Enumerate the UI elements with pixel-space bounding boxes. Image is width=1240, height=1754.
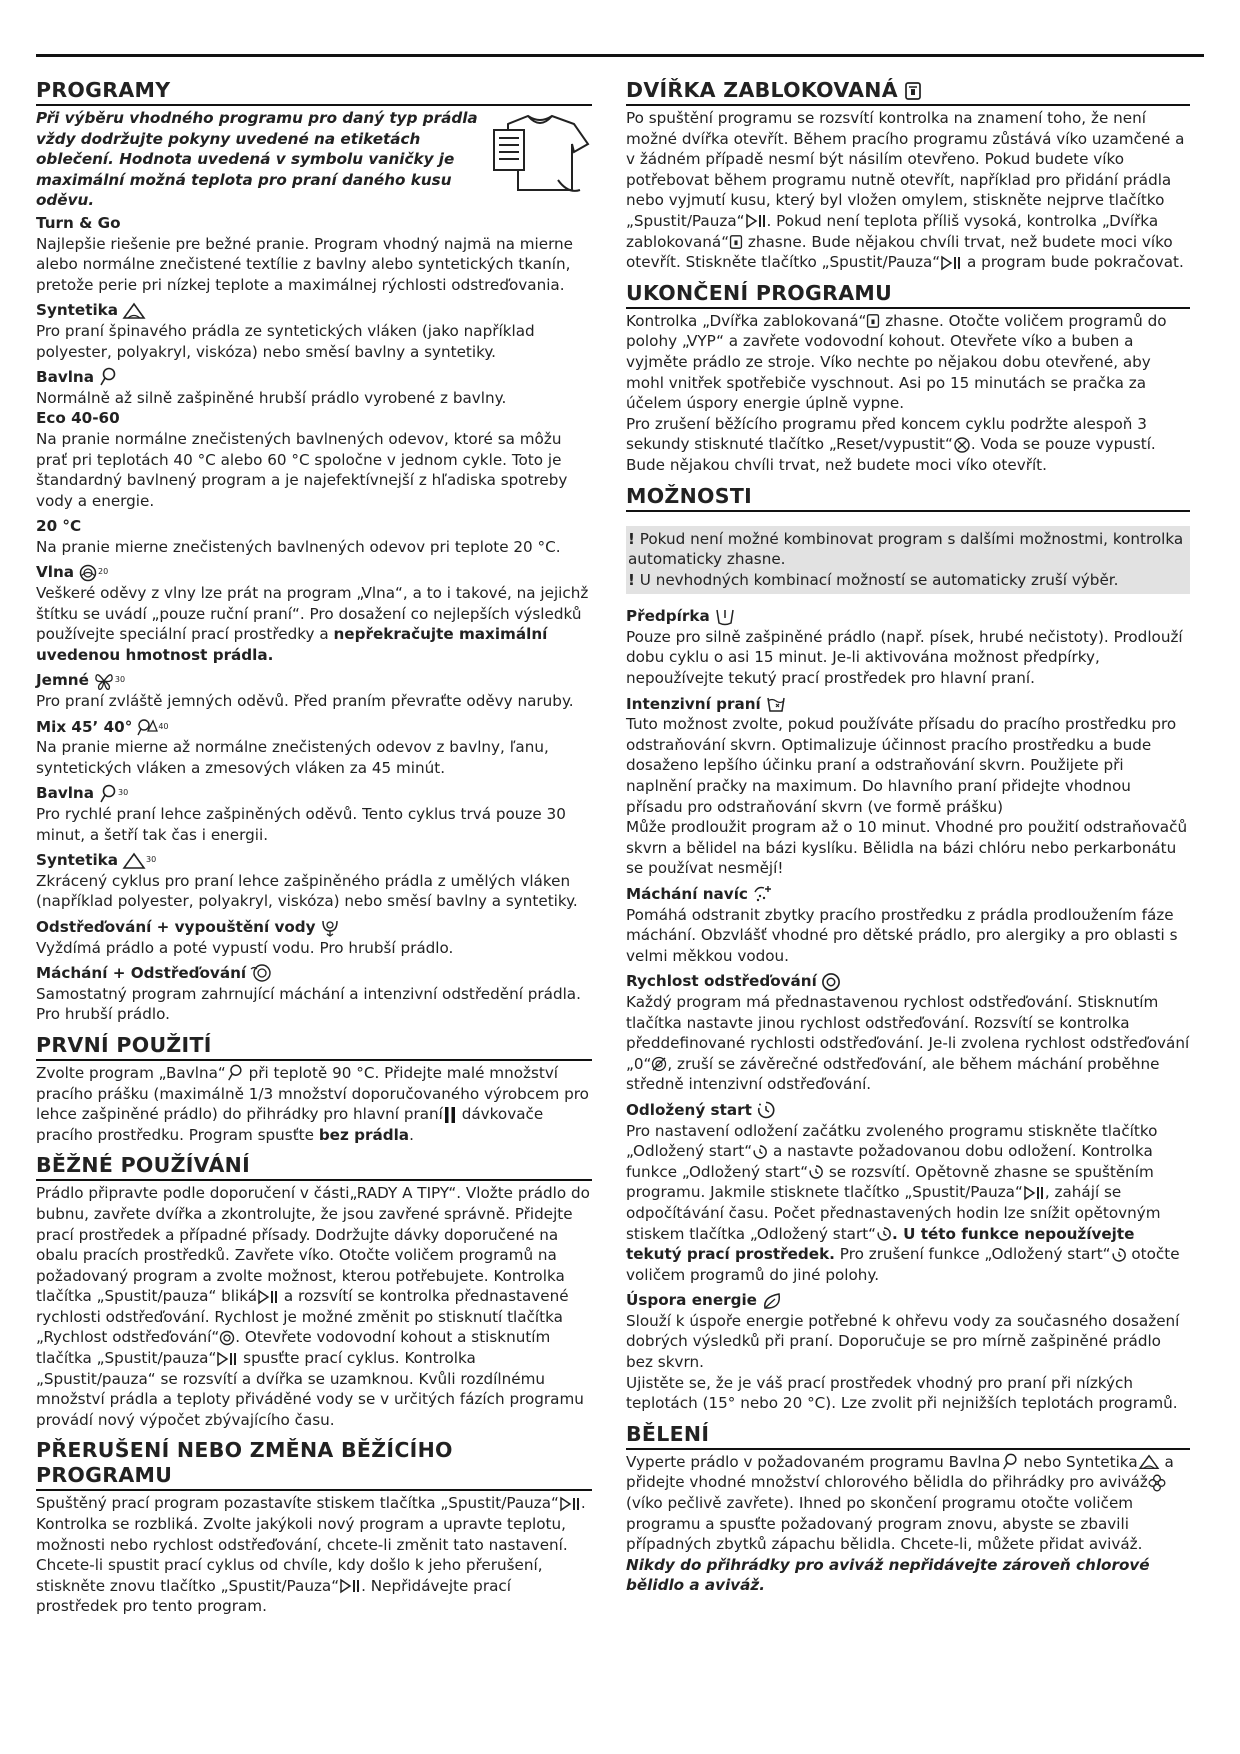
door-lock-icon: [729, 234, 743, 250]
program-jemne-title: [36, 670, 592, 691]
dvirka-text-c: zhasne. Bude nějakou chvíli trvat, než budete moci víko otevřít. Stiskněte tlačítko „Spustit/Pauza“: [626, 232, 1173, 272]
program-bavlna-label: Bavlna: [36, 368, 94, 387]
intensive-wash-icon: [765, 694, 787, 714]
program-syntetika-label: Syntetika: [36, 301, 119, 320]
odlozeny-text-d: , zahájí se odpočítávání času. Počet přednastavených hodin lze snížit opětovným stiskem tlačítka „Odložený start“: [626, 1183, 1161, 1243]
heading-moznosti: MOŽNOSTI: [626, 484, 1190, 512]
note-2-text: U nevhodných kombinací možností se automaticky zruší výběr.: [634, 570, 1119, 589]
beleni-text-b: nebo Syntetika: [1018, 1452, 1138, 1471]
option-machani-text: Pomáhá odstranit zbytky pracího prostředku z prádla prodloužením fáze máchání. Obzvlášť vhodné pro dětské prádlo, pro alergiky a pro oblasti s velmi měkkou vodou.: [626, 905, 1178, 965]
option-uspora-text-2: Ujistěte se, že je váš prací prostředek vhodný pro praní při nízkých teplotách (15° nebo 20 °C). Lze zvolit při nejnižších teplotách programů.: [626, 1373, 1178, 1413]
right-column: [626, 78, 1190, 1596]
note-1-text: Pokud není možné kombinovat program s dalšími možnostmi, kontrolka automaticky zhasne.: [628, 529, 1184, 569]
heading-bezne-pouzivani: BĚŽNÉ POUŽÍVÁNÍ: [36, 1153, 592, 1181]
program-bavlna30-title: [36, 783, 592, 804]
beleni-warning: Nikdy do přihrádky pro aviváž nepřidávejte zároveň chlorové bělidlo a aviváž.: [626, 1555, 1150, 1595]
option-odlozeny-text: [626, 1121, 1190, 1286]
program-odstredovani-text: Vyždímá prádlo a poté vypustí vodu. Pro hrubší prádlo.: [36, 938, 454, 957]
start-pause-icon: [559, 1496, 581, 1512]
start-pause-icon: [216, 1351, 238, 1367]
cotton-icon: [226, 1064, 244, 1082]
program-jemne-text: Pro praní zvláště jemných oděvů. Před praním převraťte oděvy naruby.: [36, 692, 574, 711]
heading-prvni-pouziti: PRVNÍ POUŽITÍ: [36, 1033, 592, 1061]
program-bavlna30-text: Pro rychlé praní lehce zašpiněných oděvů. Tento cyklus trvá pouze 30 minut, a šetří tak čas i energii.: [36, 805, 566, 844]
heading-beleni: BĚLENÍ: [626, 1422, 1190, 1450]
moznosti-note-1: [628, 529, 1186, 570]
program-odstredovani-title: [36, 917, 592, 938]
option-intenzivni-label: Intenzivní praní: [626, 694, 761, 713]
odlozeny-text-bold: . U této funkce nepoužívejte tekutý prací prostředek.: [626, 1224, 1135, 1264]
heading-dvirka-label: DVÍŘKA ZABLOKOVANÁ: [626, 78, 898, 102]
softener-flower-icon: [1148, 1474, 1166, 1492]
program-vlna-title: [36, 562, 592, 583]
delay-start-icon: [876, 1226, 892, 1242]
cotton-icon: [1001, 1453, 1019, 1471]
programy-intro-text: Při výběru vhodného programu pro daný typ prádla vždy dodržujte pokyny uvedené na etiketách oblečení. Hodnota uvedená v symbolu vaničky je maximální možná teplota pro praní daného kusu oděvu.: [36, 109, 478, 210]
option-uspora-text: Slouží k úspoře energie potřebné k ohřevu vody za současného dosažení dobrých výsledků při praní. Doporučuje se pro mírně zašpiněné prádlo bez skvrn.: [626, 1311, 1180, 1372]
program-vlna-text: [36, 583, 592, 665]
start-pause-icon: [1023, 1185, 1045, 1201]
option-rychlost-text: [626, 992, 1190, 1095]
heading-ukonceni: UKONČENÍ PROGRAMU: [626, 281, 1190, 309]
dvirka-text: [626, 108, 1190, 273]
top-rule: [36, 54, 1204, 57]
bezne-pouzivani-text: [36, 1183, 592, 1430]
option-predpirka-title: [626, 606, 1190, 627]
programy-intro: [36, 108, 592, 211]
odlozeny-text-b: a nastavte požadovanou dobu odložení. Kontrolka funkce „Odložený start“: [626, 1142, 1153, 1181]
beleni-text-d: (víko pečlivě zavřete). Ihned po skončení programu otočte voličem programu a spusťte požadovaný program znovu, abyste se zbavili případných zbytků zápachu bělidla. Chcete-li, můžete přidat aviváž.: [626, 1494, 1143, 1554]
cotton-30-icon: [98, 783, 128, 804]
prvni-pouziti-text: [36, 1063, 592, 1145]
program-syntetika30-title: [36, 850, 592, 871]
option-odlozeny-label: Odložený start: [626, 1100, 752, 1119]
program-machani-title: [36, 963, 592, 984]
program-eco-title: Eco 40-60: [36, 409, 120, 428]
option-uspora-title: [626, 1290, 1190, 1311]
program-mix-text: Na pranie mierne až normálne znečistených odevov z bavlny, ľanu, syntetických vláken a zmesových vláken za 45 minút.: [36, 738, 549, 777]
bezne-text-b: a rozsvítí se kontrolka přednastavené rychlosti odstřeďování. Rychlost je možné změnit po stisknutí tlačítka „Rychlost odstřeďování“: [36, 1287, 569, 1347]
option-rychlost-title: [626, 971, 1190, 992]
synthetic-icon: [122, 301, 146, 321]
dvirka-text-b: . Pokud není teplota příliš vysoká, kontrolka „Dvířka zablokovaná“: [626, 211, 1159, 251]
program-machani-text: Samostatný program zahrnující máchání a intenzivní odstředění prádla. Pro hrubší prádlo.: [36, 984, 581, 1024]
program-jemne-label: Jemné: [36, 671, 89, 690]
ukonceni-text-b: zhasne. Otočte voličem programů do polohy „VYP“ a zavřete vodovodní kohout. Otevřete víko a buben a vyjměte prádlo ze stroje. Víko nechte po nějakou dobu otevřené, aby mohl vnitřek spotřebiče vyschnout. Asi po 15 minutách se pračka za účelem úspory energie úplně vypne.: [626, 311, 1167, 413]
spin-speed-icon: [821, 972, 841, 992]
eco-energy-icon: [761, 1291, 783, 1311]
mix-icon-temp: 40: [158, 721, 169, 731]
option-machani-title: [626, 884, 1190, 905]
program-syntetika30-label: Syntetika: [36, 851, 119, 870]
shirt-label-icon: [488, 110, 592, 198]
program-bavlna30-label: Bavlna: [36, 784, 94, 803]
program-mix-title: [36, 717, 592, 738]
option-machani-label: Máchání navíc: [626, 885, 748, 903]
odlozeny-text-c: se rozsvítí. Opětovně zhasne se spuštěním programu. Jakmile stisknete tlačítko „Spustit/Pauza“: [626, 1162, 1154, 1202]
start-pause-icon: [339, 1578, 361, 1594]
door-lock-icon: [866, 313, 880, 329]
prvni-text-a: Zvolte program „Bavlna“: [36, 1063, 226, 1082]
main-wash-compartment-icon: [443, 1105, 457, 1125]
ukonceni-text-2: [626, 414, 1190, 476]
door-lock-icon: [904, 81, 922, 101]
left-column: [36, 78, 592, 1617]
no-spin-icon: [651, 1056, 667, 1072]
odlozeny-text-a: Pro nastavení odložení začátku zvoleného programu stiskněte tlačítko „Odložený start“: [626, 1121, 1158, 1161]
mix-icon: [136, 717, 168, 738]
program-vlna-label: Vlna: [36, 563, 75, 582]
dvirka-text-a: Po spuštění programu se rozsvítí kontrolka na znamení toho, že není možné dvířka otevřít. Během pracího programu zůstává víko uzamčené a v žádném případě nesmí být násilím otevřeno. Pokud budete víko potřebovat během programu nutně otevřít, například pro přidání prádla nebo vyjmutí kusu, který byl vložen omylem, stiskněte nejprve tlačítko „Spustit/Pauza“: [626, 109, 1185, 230]
synthetic-icon: [1138, 1453, 1160, 1471]
ukonceni-text-d: . Voda se pouze vypustí. Bude nějakou chvíli trvat, než budete moci víko otevřít.: [626, 435, 1156, 474]
note-1-mark: !: [628, 529, 635, 548]
program-turn-go-text: Najlepšie riešenie pre bežné pranie. Program vhodný najmä na mierne alebo normálne znečistené textílie z bavlny alebo syntetických tkanín, pretože perie pri nízkej teplote a maximálnej rýchlosti odstreďovania.: [36, 234, 574, 294]
prvni-text-bold: bez prádla: [318, 1125, 410, 1144]
cotton-30-icon-temp: 30: [118, 788, 129, 798]
wool-icon: [78, 562, 108, 583]
ukonceni-text: [626, 311, 1190, 414]
spin-drain-icon: [320, 917, 340, 937]
start-pause-icon: [940, 255, 962, 271]
option-uspora-label: Úspora energie: [626, 1291, 757, 1310]
program-turn-go-title: Turn & Go: [36, 213, 121, 232]
rychlost-text-a: Každý program má přednastavenou rychlost odstřeďování. Stisknutím tlačítka nastavte jinou rychlost odstřeďování. Rozsvítí se kontrolka předdefinované rychlosti odstřeďování. Je-li zvolena rychlost odstřeďování „0“: [626, 992, 1190, 1073]
moznosti-note-box: [626, 526, 1190, 595]
prewash-icon: [714, 607, 736, 627]
cotton-icon: [98, 367, 118, 387]
option-rychlost-label: Rychlost odstřeďování: [626, 972, 817, 991]
program-syntetika-title: [36, 300, 592, 321]
heading-programy: PROGRAMY: [36, 78, 592, 106]
program-eco-text: Na pranie normálne znečistených bavlnených odevov, ktoré sa môžu prať pri teplotách 40 °C alebo 60 °C spoločne v jednom cykle. Toto je štandardný bavlnený program a je najefektívnejší z hľadiska spotreby vody a energie.: [36, 429, 568, 510]
wool-icon-temp: 20: [98, 567, 109, 577]
heading-preruseni: PŘERUŠENÍ NEBO ZMĚNA BĚŽÍCÍHO PROGRAMU: [36, 1438, 592, 1491]
ukonceni-text-a: Kontrolka „Dvířka zablokovaná“: [626, 311, 867, 330]
dvirka-text-d: a program bude pokračovat.: [962, 253, 1184, 272]
option-intenzivni-text-2: Může prodloužit program až o 10 minut. Vhodné pro použití odstraňovačů skvrn a bělidel na bázi kyslíku. Bělidla na bázi chlóru nebo perkarbonátu se používat nesmějí!: [626, 818, 1188, 878]
program-mix-label: Mix 45’ 40°: [36, 717, 133, 736]
beleni-text-a: Vyperte prádlo v požadovaném programu Bavlna: [626, 1452, 1001, 1471]
prvni-text-b: při teplotě 90 °C. Přidejte malé množství pracího prášku (maximálně 1/3 množství doporučovaného výrobcem pro lehce zašpiněné prádlo) do přihrádky pro hlavní praní: [36, 1063, 589, 1124]
program-bavlna-title: [36, 367, 592, 388]
bezne-text-a: Prádlo připravte podle doporučení v části„RADY A TIPY“. Vložte prádlo do bubnu, zavřete dvířka a zkontrolujte, že jsou zavřené správně. Přidejte prací prostředek a případné přísady. Dodržujte dávky doporučené na obalu pracích prostředků. Zavřete víko. Otočte voličem programů na požadovaný program a zvolte možnost, kterou potřebujete. Kontrolka tlačítka „Spustit/pauza“ bliká: [36, 1184, 590, 1306]
rinse-spin-icon: [250, 963, 274, 983]
beleni-text: [626, 1452, 1190, 1596]
heading-dvirka: [626, 78, 1190, 106]
option-predpirka-text: Pouze pro silně zašpiněné prádlo (např. písek, hrubé nečistoty). Prodlouží dobu cyklu o asi 15 minut. Je-li aktivována možnost předpírky, nepoužívejte tekutý prací prostředek pro hlavní praní.: [626, 627, 1183, 688]
synthetic-30-icon-temp: 30: [146, 855, 157, 865]
odlozeny-text-f: otočte voličem programů do jiné polohy.: [626, 1245, 1180, 1284]
delay-start-icon: [808, 1164, 824, 1180]
extra-rinse-icon: [752, 884, 774, 904]
start-pause-icon: [257, 1289, 279, 1305]
prvni-text-c: dávkovače pracího prostředku. Program spusťte: [36, 1105, 544, 1144]
delicate-icon: [93, 670, 125, 691]
program-bavlna-text: Normálně až silně zašpiněné hrubší prádlo vyrobené z bavlny.: [36, 388, 507, 407]
preruseni-text-a: Spuštěný prací program pozastavíte stiskem tlačítka „Spustit/Pauza“: [36, 1494, 559, 1513]
program-vlna-text-end: .: [267, 645, 274, 664]
delay-start-icon: [752, 1144, 768, 1160]
delay-start-icon: [756, 1100, 776, 1120]
spin-speed-icon: [219, 1330, 235, 1346]
note-2-mark: !: [628, 570, 635, 589]
program-machani-label: Máchání + Odstřeďování: [36, 964, 247, 983]
odlozeny-text-e: Pro zrušení funkce „Odložený start“: [834, 1245, 1111, 1264]
bezne-text-d: spusťte prací cyklus. Kontrolka „Spustit/pauza“ se rozsvítí a dvířka se uzamknou. Kvůli rozdílnému množství prádla a teploty přiváděné vody se v určitých fázích programu provádí nový výpočet zbývajícího času.: [36, 1349, 584, 1429]
program-vlna-text-a: Veškeré oděvy z vlny lze prát na program „Vlna“, a to i takové, na jejichž štítku se uvádí „pouze ruční praní“. Pro dosažení co nejlepších výsledků používejte speciální prací prostředky a: [36, 584, 589, 644]
preruseni-text-b: . Kontrolka se rozbliká. Zvolte jakýkoli nový program a upravte teplotu, možnosti nebo rychlost odstřeďování, chcete-li změnit tato nastavení. Chcete-li spustit prací cyklus od chvíle, kdy došlo k jeho přerušení, stiskněte znovu tlačítko „Spustit/Pauza“: [36, 1494, 586, 1595]
program-odstredovani-label: Odstřeďování + vypouštění vody: [36, 917, 316, 936]
program-syntetika30-text: Zkrácený cyklus pro praní lehce zašpiněného prádla z umělých vláken (například polyester, polyakryl, viskóza) nebo směsí bavlny a syntetiky.: [36, 871, 578, 911]
program-20c-title: 20 °C: [36, 517, 82, 536]
option-odlozeny-title: [626, 1100, 1190, 1121]
preruseni-text: [36, 1493, 592, 1617]
bezne-text-c: . Otevřete vodovodní kohout a stisknutím tlačítka „Spustit/pauza“: [36, 1328, 551, 1368]
reset-drain-icon: [953, 436, 971, 454]
start-pause-icon: [745, 213, 767, 229]
option-intenzivni-title: [626, 694, 1190, 715]
option-predpirka-label: Předpírka: [626, 607, 710, 626]
program-20c-text: Na pranie mierne znečistených bavlnených odevov pri teplote 20 °C.: [36, 537, 561, 556]
delicate-icon-temp: 30: [114, 675, 126, 685]
moznosti-note-2: [628, 570, 1186, 591]
delay-start-icon: [1111, 1247, 1127, 1263]
ukonceni-text-c: Pro zrušení běžícího programu před koncem cyklu podržte alespoň 3 sekundy stisknuté tlačítko „Reset/vypustit“: [626, 414, 1147, 454]
program-syntetika-text: Pro praní špinavého prádla ze syntetických vláken (jako například polyester, polyakryl, viskóza) nebo směsí bavlny a syntetiky.: [36, 321, 535, 361]
program-vlna-text-bold: nepřekračujte maximální uvedenou hmotnost prádla: [36, 625, 548, 664]
option-intenzivni-text: Tuto možnost zvolte, pokud používáte přísadu do pracího prostředku pro odstraňování skvrn. Optimalizuje účinnost pracího prostředku a bude dosaženo lepšího účinku praní a odstraňování skvrn. Použijete při naplnění pračky na maximum. Do hlavního praní přidejte vhodnou přísadu pro odstraňování skvrn (ve formě prášku): [626, 715, 1177, 816]
rychlost-text-b: , zruší se závěrečné odstřeďování, ale během máchání proběhne středně intenzivní odstřeďování.: [626, 1054, 1160, 1094]
preruseni-text-c: . Nepřidávejte prací prostředek pro tento program.: [36, 1576, 511, 1616]
synthetic-30-icon: [122, 850, 156, 871]
beleni-text-c: a přidejte vhodné množství chlorového bělidla do přihrádky pro aviváž: [626, 1452, 1174, 1492]
prvni-text-d: .: [409, 1125, 414, 1144]
